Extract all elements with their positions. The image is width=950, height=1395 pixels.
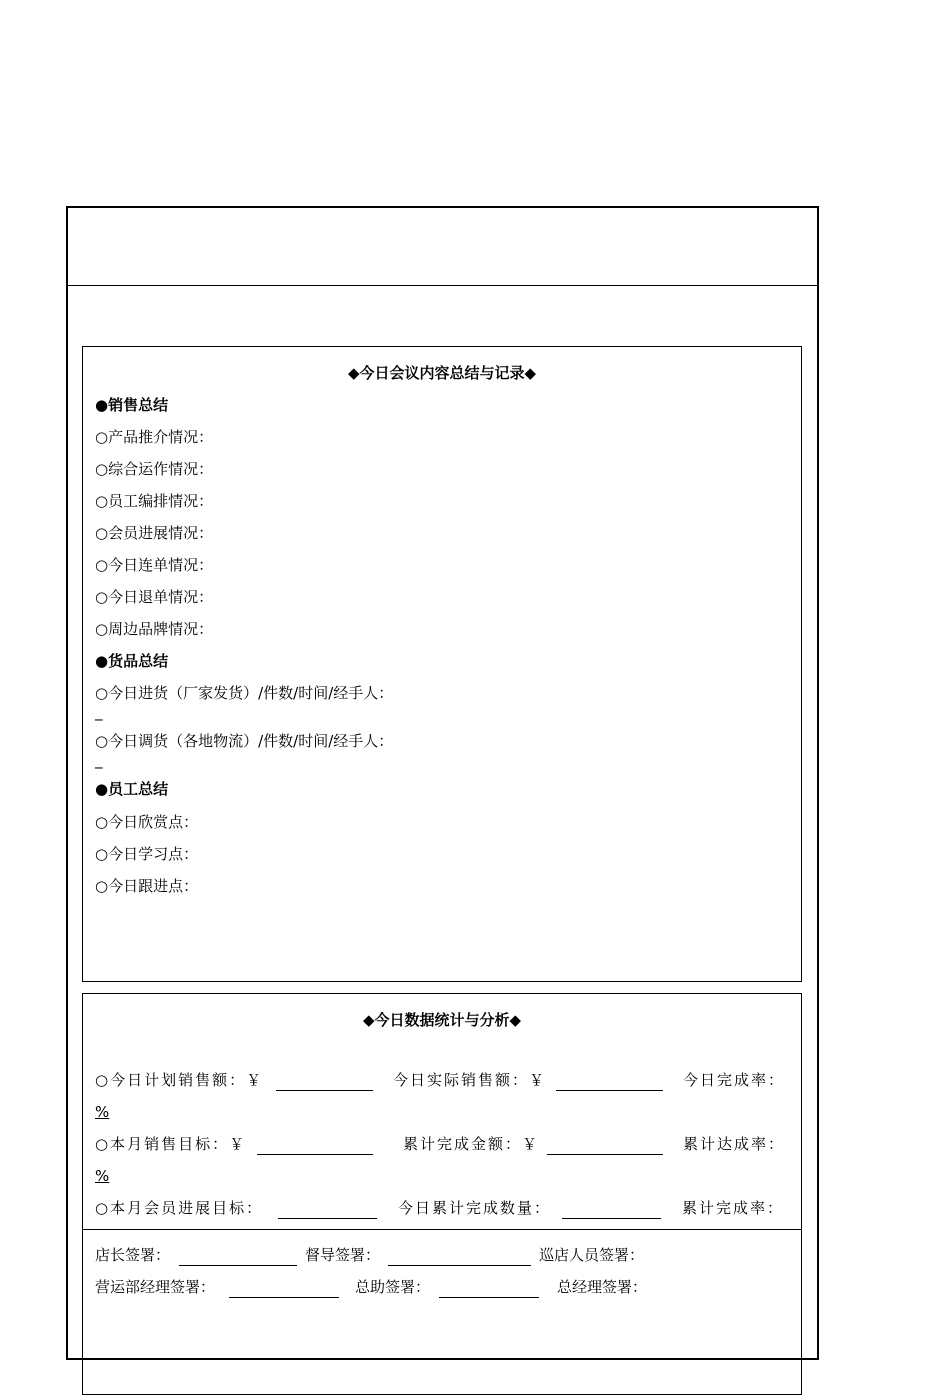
- meeting-summary-title: ◆今日会议内容总结与记录◆: [347, 364, 537, 382]
- sales-item-returns: ○今日退单情况：: [95, 588, 214, 606]
- achievement-rate-label: 累计达成率：: [683, 1135, 786, 1153]
- cumulative-amount-field[interactable]: [547, 1140, 663, 1155]
- staff-summary-heading: ●员工总结: [95, 780, 169, 798]
- general-manager-sign-label: 总经理签署：: [557, 1278, 648, 1296]
- goods-item-transfer: ○今日调货（各地物流）/件数/时间/经手人：: [95, 732, 394, 750]
- store-manager-sign-label: 店长签署：: [95, 1246, 171, 1264]
- cumulative-completion-label: 累计完成率：: [682, 1199, 785, 1217]
- monthly-target-label: ○本月销售目标：￥: [95, 1135, 247, 1153]
- planned-sales-field[interactable]: [276, 1076, 373, 1091]
- staff-item-appreciation: ○今日欣赏点：: [95, 813, 199, 831]
- daily-stats-title: ◆今日数据统计与分析◆: [362, 1011, 522, 1029]
- sales-item-joint-orders: ○今日连单情况：: [95, 556, 214, 574]
- planned-sales-label: ○今日计划销售额：￥: [95, 1071, 264, 1089]
- ops-manager-sign-field[interactable]: [229, 1283, 339, 1298]
- sales-item-product: ○产品推介情况：: [95, 428, 214, 446]
- monthly-target-field[interactable]: [257, 1140, 373, 1155]
- sales-item-nearby-brands: ○周边品牌情况：: [95, 620, 214, 638]
- assistant-sign-field[interactable]: [439, 1283, 539, 1298]
- staff-item-followup: ○今日跟进点：: [95, 877, 199, 895]
- assistant-sign-label: 总助签署：: [355, 1278, 431, 1296]
- cumulative-count-field[interactable]: [562, 1204, 661, 1219]
- sales-item-members: ○会员进展情况：: [95, 524, 214, 542]
- supervisor-sign-label: 督导签署：: [305, 1246, 381, 1264]
- member-target-field[interactable]: [278, 1204, 377, 1219]
- sales-item-staffing: ○员工编排情况：: [95, 492, 214, 510]
- sales-summary-heading: ●销售总结: [95, 396, 169, 414]
- goods-item-incoming: ○今日进货（厂家发货）/件数/时间/经手人：: [95, 684, 394, 702]
- supervisor-sign-field[interactable]: [388, 1251, 531, 1266]
- cumulative-count-label: 今日累计完成数量：: [398, 1199, 552, 1217]
- completion-rate-unit: %: [95, 1103, 110, 1121]
- cumulative-amount-label: 累计完成金额：￥: [403, 1135, 540, 1153]
- meeting-summary-section: [82, 346, 802, 982]
- goods-item-incoming-dash: _: [95, 703, 103, 721]
- daily-stats-section: [82, 993, 802, 1395]
- staff-item-learning: ○今日学习点：: [95, 845, 199, 863]
- goods-item-transfer-dash: _: [95, 751, 103, 769]
- goods-summary-heading: ●货品总结: [95, 652, 169, 670]
- actual-sales-label: 今日实际销售额：￥: [393, 1071, 547, 1089]
- achievement-rate-unit: %: [95, 1167, 110, 1185]
- meeting-form: [66, 206, 819, 1360]
- member-target-label: ○本月会员进展目标：: [95, 1199, 264, 1217]
- completion-rate-label: 今日完成率：: [683, 1071, 786, 1089]
- inspector-sign-label: 巡店人员签署：: [539, 1246, 645, 1264]
- store-manager-sign-field[interactable]: [179, 1251, 297, 1266]
- signature-divider: [83, 1229, 801, 1230]
- actual-sales-field[interactable]: [556, 1076, 663, 1091]
- ops-manager-sign-label: 营运部经理签署：: [95, 1278, 216, 1296]
- sales-item-operation: ○综合运作情况：: [95, 460, 214, 478]
- form-header-band: [68, 208, 817, 286]
